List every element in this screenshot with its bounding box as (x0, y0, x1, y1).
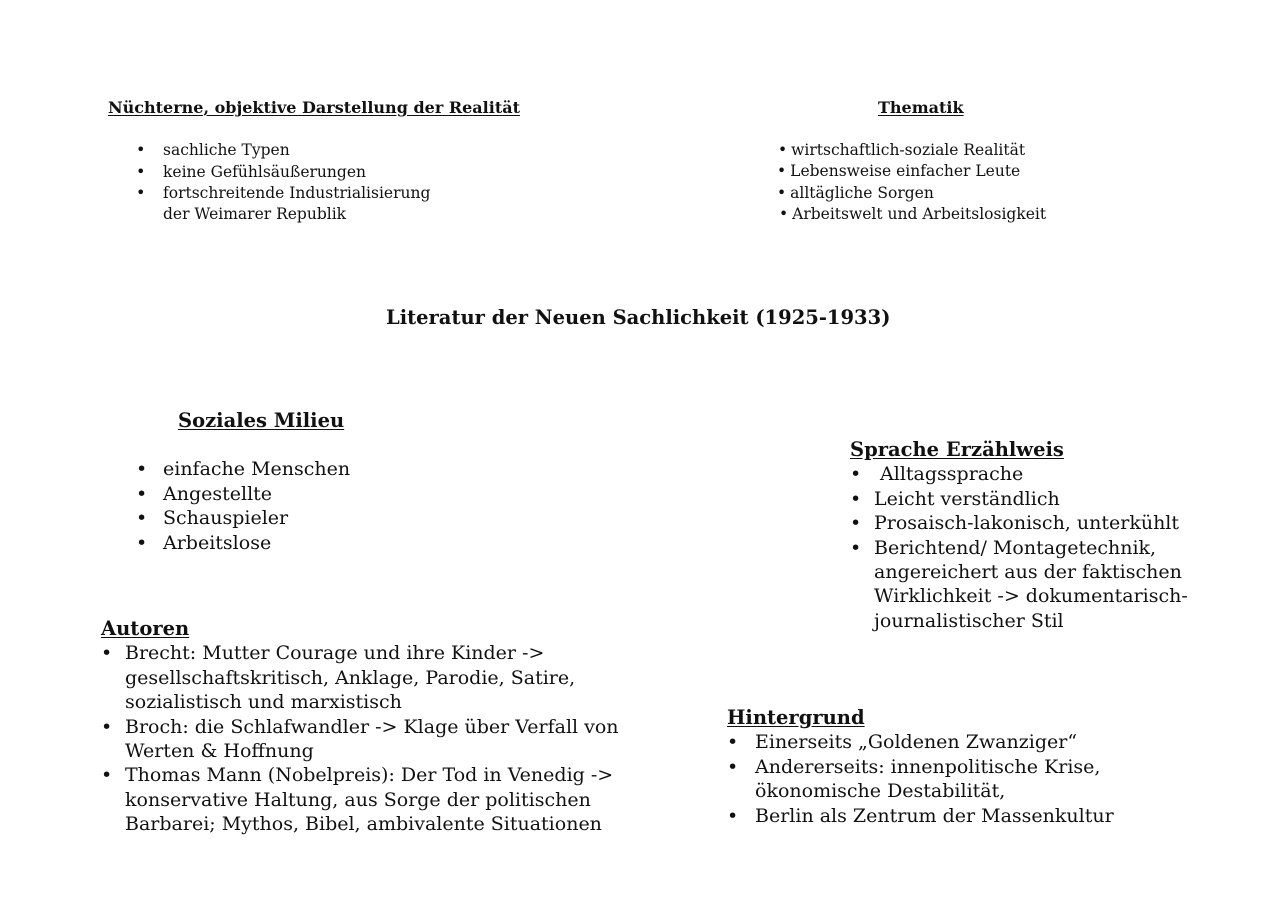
autoren-heading: Autoren (101, 617, 190, 640)
page-title: Literatur der Neuen Sachlichkeit (1925-1933) (386, 306, 891, 329)
bullet-icon: • (850, 463, 862, 486)
bullet-icon: • (101, 715, 113, 738)
bullet-icon: • (136, 507, 148, 530)
list-item: • einfache Menschen (136, 458, 351, 481)
list-item: • Einerseits „Goldenen Zwanziger“ (727, 731, 1078, 754)
autoren-list (101, 641, 619, 836)
bullet-icon: • (779, 204, 789, 223)
list-item: • Brecht: Mutter Courage und ihre Kinder -> gesellschaftskritisch, Anklage, Parodie, Satire, sozialistisch und marxistisch (101, 642, 576, 714)
list-item: • Alltagssprache (850, 463, 1024, 486)
thematik-heading: Thematik (878, 98, 964, 117)
bullet-icon: • (850, 487, 862, 510)
list-item: • sachliche Typen (136, 140, 290, 160)
list-item: • wirtschaftlich-soziale Realität (778, 141, 1026, 159)
hintergrund-section (727, 706, 1114, 828)
list-item: • keine Gefühlsäußerungen (136, 161, 366, 181)
list-item: • Broch: die Schlafwandler -> Klage über Verfall von Werten & Hoffnung (101, 715, 619, 763)
list-item: • Schauspieler (136, 507, 289, 530)
nuechterne-heading: Nüchterne, objektive Darstellung der Realität (108, 98, 520, 117)
thematik-section (777, 97, 1077, 225)
milieu-section (103, 409, 350, 555)
list-item: • Leicht verständlich (850, 487, 1060, 510)
list-item-continuation: der Weimarer Republik (163, 205, 347, 224)
list-item: • fortschreitende Industrialisierung (136, 182, 431, 202)
bullet-icon: • (727, 731, 739, 754)
bullet-icon: • (136, 161, 146, 181)
bullet-icon: • (136, 182, 146, 202)
list-item: • Arbeitslose (136, 531, 272, 554)
bullet-icon: • (136, 140, 146, 160)
list-item: • Angestellte (136, 482, 273, 505)
milieu-heading: Soziales Milieu (178, 409, 345, 432)
bullet-icon: • (777, 162, 787, 181)
list-item: • Andererseits: innenpolitische Krise, ökonomische Destabilität, (727, 755, 1101, 803)
bullet-icon: • (136, 482, 148, 505)
list-item: • Prosaisch-lakonisch, unterkühlt (850, 512, 1180, 535)
bullet-icon: • (850, 512, 862, 535)
nuechterne-section (108, 97, 520, 225)
bullet-icon: • (101, 642, 113, 665)
list-item: • Berlin als Zentrum der Massenkultur (727, 804, 1114, 827)
sprache-section (850, 438, 1188, 633)
autoren-section (101, 617, 619, 837)
bullet-icon: • (727, 755, 739, 778)
list-item: • Lebensweise einfacher Leute (777, 162, 1021, 181)
bullet-icon: • (850, 536, 862, 559)
bullet-icon: • (136, 531, 148, 554)
list-item: • Berichtend/ Montagetechnik, angereichert aus der faktischen Wirklichkeit -> dokumentarisch- journalistischer Stil (850, 536, 1188, 632)
bullet-icon: • (136, 458, 148, 481)
hintergrund-list (727, 730, 1114, 828)
bullet-icon: • (777, 183, 787, 202)
list-item: • Arbeitswelt und Arbeitslosigkeit (779, 204, 1047, 223)
bullet-icon: • (727, 804, 739, 827)
bullet-icon: • (101, 764, 113, 787)
bullet-icon: • (778, 141, 788, 159)
list-item: • Thomas Mann (Nobelpreis): Der Tod in Venedig -> konservative Haltung, aus Sorge der politischen Barbarei; Mythos, Bibel, ambivalente Situationen (101, 764, 614, 836)
milieu-list (103, 457, 350, 555)
hintergrund-heading: Hintergrund (727, 706, 865, 729)
sprache-heading: Sprache Erzählweis (850, 438, 1064, 461)
sprache-list (850, 462, 1188, 633)
nuechterne-list (108, 140, 520, 225)
list-item: • alltägliche Sorgen (777, 183, 934, 202)
